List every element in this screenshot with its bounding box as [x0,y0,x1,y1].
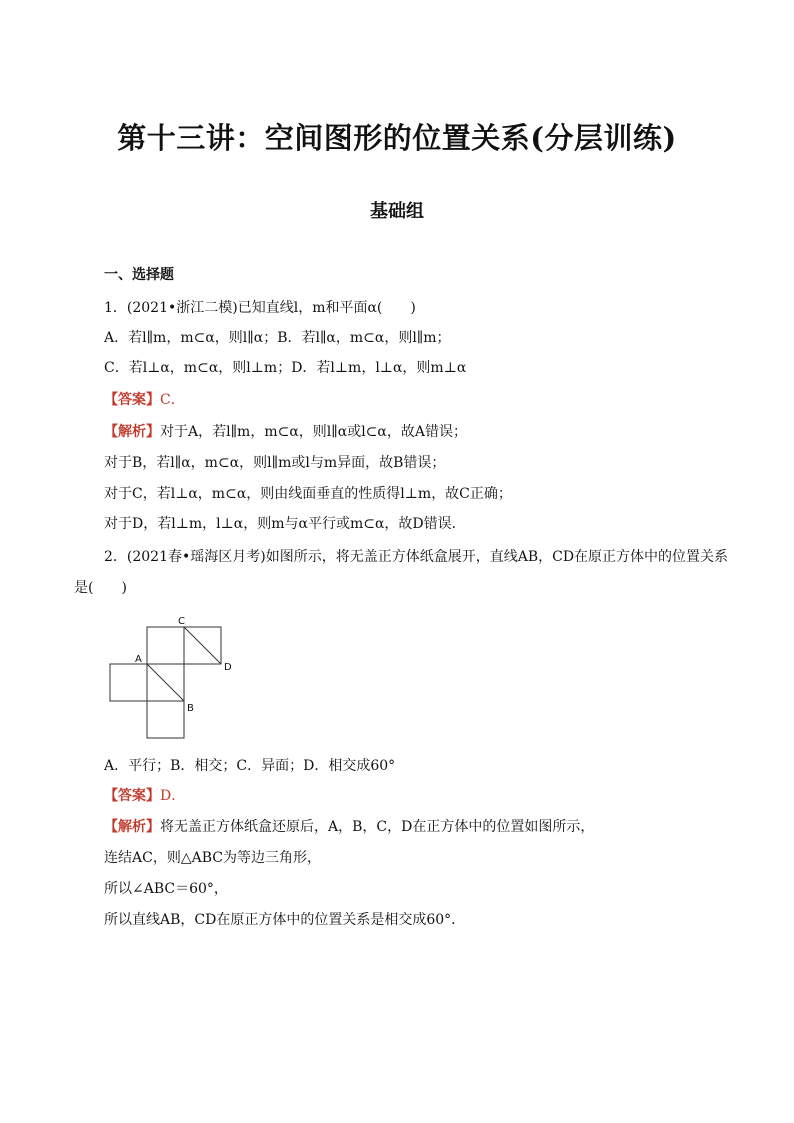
q2-analysis-4: 所以直线AB，CD在原正方体中的位置关系是相交成60°． [104,912,466,928]
q2-analysis-tag: 【解析】 [104,819,160,835]
cube-net-diagram [100,610,250,740]
q2-options: A．平行；B．相交；C．异面；D．相交成60° [104,758,396,774]
q2-answer-tag: 【答案】 [104,788,160,804]
q2-answer-value: D． [160,788,186,804]
q2-stem-line1: 2．(2021春•瑶海区月考)如图所示，将无盖正方体纸盒展开，直线AB，CD在原正方体中的位置关系 [104,549,729,565]
net-face-top-left [147,627,184,664]
q1-analysis-1 [104,423,724,441]
q1-answer [104,391,724,409]
label-D: D [224,662,232,673]
q1-stem: 1．(2021•浙江二模)已知直线l，m和平面α( ) [104,300,416,316]
label-A: A [135,654,142,665]
q2-analysis-1 [104,818,724,836]
q1-analysis-3: 对于C，若l⊥α，m⊂α，则由线面垂直的性质得l⊥m，故C正确； [104,486,512,502]
line-AB [147,664,184,701]
cube-net-figure [100,610,250,744]
q1-analysis-text-1: 对于A，若l∥m，m⊂α，则l∥α或l⊂α，故A错误； [160,424,467,440]
net-face-bottom [147,701,184,738]
q1-analysis-4: 对于D，若l⊥m，l⊥α，则m与α平行或m⊂α，故D错误． [104,516,466,532]
q1-analysis-2: 对于B，若l∥α，m⊂α，则l∥m或l与m异面，故B错误； [104,455,446,471]
label-C: C [178,616,185,627]
section-heading: 一、选择题 [104,267,174,283]
q1-answer-tag: 【答案】 [104,392,160,408]
q1-options-line1: A．若l∥m，m⊂α，则l∥α；B．若l∥α，m⊂α，则l∥m； [104,330,451,346]
q2-analysis-text-1: 将无盖正方体纸盒还原后，A，B，C，D在正方体中的位置如图所示， [160,819,595,835]
line-CD [184,627,221,664]
page-title: 第十三讲：空间图形的位置关系(分层训练) [117,121,677,155]
q2-analysis-3: 所以∠ABC＝60°， [104,881,228,897]
q2-analysis-2: 连结AC，则△ABC为等边三角形， [104,850,321,866]
section-subtitle: 基础组 [370,201,424,222]
q1-analysis-tag: 【解析】 [104,424,160,440]
q2-stem-line2: 是( ) [74,580,127,596]
label-B: B [187,703,194,714]
net-face-mid-left [110,664,147,701]
q2-answer [104,787,724,805]
q1-options-line2: C．若l⊥α，m⊂α，则l⊥m；D．若l⊥m，l⊥α，则m⊥α [104,360,467,376]
q1-answer-value: C． [160,392,185,408]
